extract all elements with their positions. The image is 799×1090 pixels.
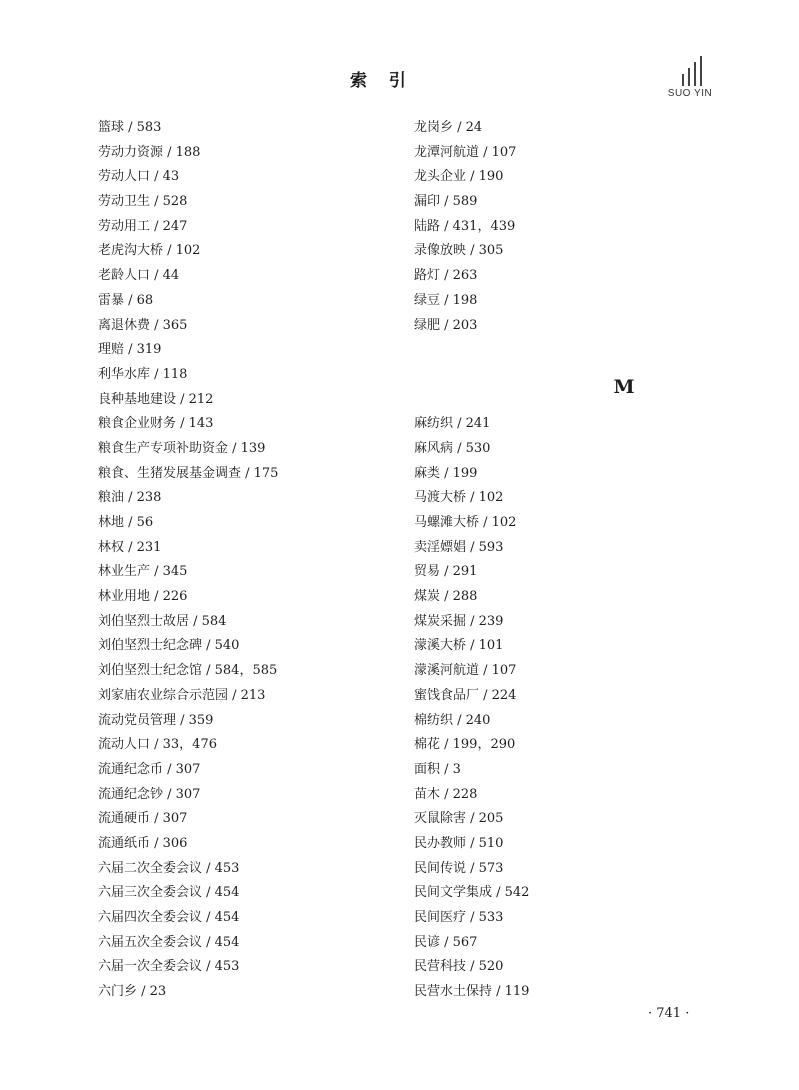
index-entry: 龙潭河航道 / 107 <box>414 144 517 160</box>
logo-bars-icon <box>682 56 712 86</box>
index-entry: 民间医疗 / 533 <box>414 910 504 926</box>
index-entry: 煤炭 / 288 <box>414 589 478 605</box>
index-entry: 雷暴 / 68 <box>98 292 154 308</box>
index-entry: 马螺滩大桥 / 102 <box>414 515 517 531</box>
index-entry: 民营水土保持 / 119 <box>414 984 530 1000</box>
index-entry: 绿肥 / 203 <box>414 317 478 333</box>
index-entry: 陆路 / 431，439 <box>414 218 516 234</box>
index-entry: 麻风病 / 530 <box>414 440 491 456</box>
index-entry: 煤炭采掘 / 239 <box>414 613 504 629</box>
index-entry: 贸易 / 291 <box>414 564 478 580</box>
index-entry: 粮食企业财务 / 143 <box>98 416 214 432</box>
index-entry: 林地 / 56 <box>98 515 154 530</box>
index-entry: 刘家庙农业综合示范园 / 213 <box>98 687 266 703</box>
index-entry: 录像放映 / 305 <box>414 243 504 259</box>
index-entry: 面积 / 3 <box>414 761 461 777</box>
index-entry: 六届一次全委会议 / 453 <box>98 959 240 975</box>
index-entry: 六门乡 / 23 <box>98 984 167 1000</box>
index-entry: 棉花 / 199，290 <box>414 737 516 753</box>
section-heading-m: M <box>613 375 635 398</box>
index-entry: 粮食、生猪发展基金调查 / 175 <box>98 465 279 481</box>
index-entry: 民间传说 / 573 <box>414 860 504 876</box>
index-entry: 马渡大桥 / 102 <box>414 490 504 506</box>
index-entry: 流动党员管理 / 359 <box>98 712 214 728</box>
index-entry: 苗木 / 228 <box>414 786 478 802</box>
index-entry: 流通纪念钞 / 307 <box>98 786 201 802</box>
index-entry: 劳动人口 / 43 <box>98 169 180 185</box>
index-entry: 刘伯坚烈士纪念碑 / 540 <box>98 638 240 654</box>
index-entry: 民营科技 / 520 <box>414 959 504 975</box>
index-entry: 民间文学集成 / 542 <box>414 885 530 901</box>
index-entry: 林权 / 231 <box>98 539 162 555</box>
index-entry: 漏印 / 589 <box>414 194 478 210</box>
index-entry: 龙头企业 / 190 <box>414 169 504 185</box>
index-entry: 流通硬币 / 307 <box>98 811 188 827</box>
index-entry: 流动人口 / 33，476 <box>98 737 217 753</box>
page-number: · 741 · <box>648 1006 690 1021</box>
index-entry: 理赔 / 319 <box>98 342 162 358</box>
index-entry: 老龄人口 / 44 <box>98 268 180 284</box>
index-entry: 林业生产 / 345 <box>98 564 188 580</box>
page-title: 索 引 <box>350 71 414 91</box>
index-column-left <box>98 116 398 1005</box>
index-entry: 六届二次全委会议 / 453 <box>98 860 240 876</box>
index-entry: 林业用地 / 226 <box>98 589 188 605</box>
index-entry: 濛溪河航道 / 107 <box>414 663 517 679</box>
index-entry: 流通纸币 / 306 <box>98 835 188 851</box>
index-entry: 刘伯坚烈士故居 / 584 <box>98 613 227 629</box>
index-entry: 麻纺织 / 241 <box>414 416 491 432</box>
index-entry: 六届四次全委会议 / 454 <box>98 910 240 925</box>
index-entry: 劳动卫生 / 528 <box>98 194 188 210</box>
index-entry: 篮球 / 583 <box>98 120 162 135</box>
index-entry: 蜜饯食品厂 / 224 <box>414 687 517 703</box>
index-entry: 六届三次全委会议 / 454 <box>98 885 240 901</box>
index-entry: 流通纪念币 / 307 <box>98 761 201 777</box>
index-entry: 民谚 / 567 <box>414 934 478 950</box>
section-spacer <box>414 338 714 363</box>
index-entry: 劳动力资源 / 188 <box>98 144 201 160</box>
index-entry: 利华水库 / 118 <box>98 366 188 382</box>
index-entry: 灭鼠除害 / 205 <box>414 811 504 827</box>
suo-yin-logo <box>660 56 720 104</box>
index-entry: 粮油 / 238 <box>98 490 162 506</box>
index-entry: 龙岗乡 / 24 <box>414 120 483 135</box>
index-entry: 路灯 / 263 <box>414 268 478 284</box>
index-entry: 卖淫嫖娼 / 593 <box>414 539 504 555</box>
index-entry: 棉纺织 / 240 <box>414 712 491 728</box>
index-entry: 民办教师 / 510 <box>414 835 504 851</box>
index-entry: 劳动用工 / 247 <box>98 218 188 234</box>
index-entry: 刘伯坚烈士纪念馆 / 584，585 <box>98 663 278 679</box>
index-entry: 绿豆 / 198 <box>414 292 478 308</box>
index-entry: 粮食生产专项补助资金 / 139 <box>98 440 266 456</box>
index-entry: 老虎沟大桥 / 102 <box>98 243 201 259</box>
index-entry: 离退休费 / 365 <box>98 317 188 333</box>
logo-text: SUO YIN <box>667 88 713 99</box>
index-entry: 良种基地建设 / 212 <box>98 391 214 407</box>
index-column-right <box>414 116 714 1005</box>
index-entry: 濛溪大桥 / 101 <box>414 638 504 654</box>
index-entry: 六届五次全委会议 / 454 <box>98 934 240 950</box>
index-entry: 麻类 / 199 <box>414 465 478 481</box>
